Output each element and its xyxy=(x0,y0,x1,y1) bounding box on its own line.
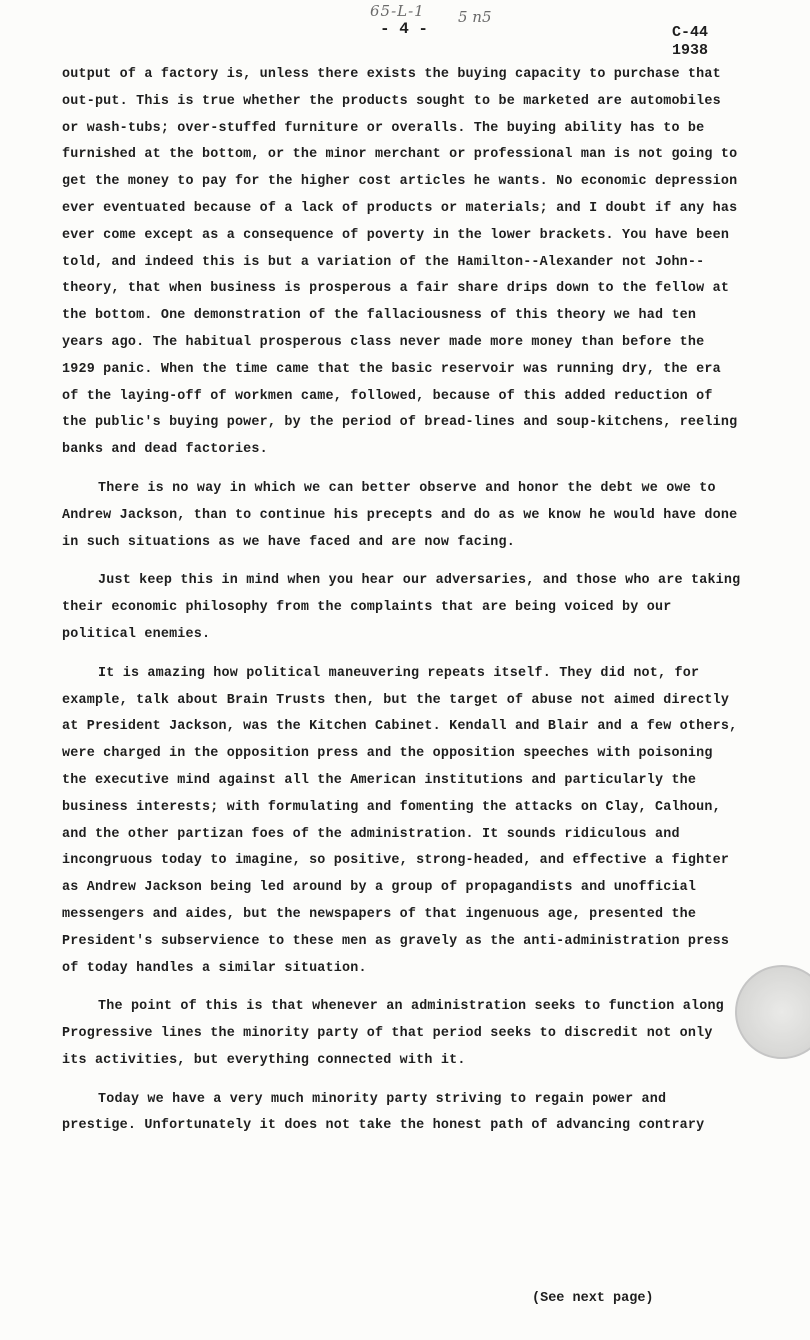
archive-stamp xyxy=(735,965,810,1059)
handwritten-note-secondary: 5 n5 xyxy=(458,8,492,26)
paragraph: Today we have a very much minority party striving to regain power and prestige. Unfortunately it does not take the honest path of advancing contrary xyxy=(62,1091,705,1134)
document-year: 1938 xyxy=(672,42,709,59)
continuation-note: (See next page) xyxy=(532,1291,654,1306)
paragraph: The point of this is that whenever an administration seeks to function along Progressive lines the minority party of that period seeks to discredit not only its activities, but everything connected with it. xyxy=(62,999,724,1068)
document-code xyxy=(672,24,708,60)
body-text xyxy=(62,62,742,1152)
document-code-id: C-44 xyxy=(672,24,709,41)
paragraph: There is no way in which we can better observe and honor the debt we owe to Andrew Jackson, than to continue his precepts and do as we know he would have done in such situations as we have faced and are now facing. xyxy=(62,480,738,550)
page-number: - 4 - xyxy=(380,20,429,38)
paragraph: output of a factory is, unless there exists the buying capacity to purchase that out-put. This is true whether the products sought to be marketed are automobiles or wash-tubs; over-stuffed furniture or overalls. The buying ability has to be furnished at the bottom, or the minor merchant or professional man is not going to get the money to pay for the higher cost articles he wants. No economic depression ever eventuated because of a lack of products or materials; and I doubt if any has ever come except as a consequence of poverty in the lower brackets. You have been told, and indeed this is but a variation of the Hamilton--Alexander not John-- theory, that when business is prosperous a fair share drips down to the fellow at the bottom. One demonstration of the fallaciousness of this theory we had ten years ago. The habitual prosperous class never made more money than before the 1929 panic. When the time came that the basic reservoir was running dry, the era of the laying-off of workmen came, followed, because of this added reduction of the public's buying power, by the period of bread-lines and soup-kitchens, reeling banks and dead factories. xyxy=(62,67,738,458)
paragraph: Just keep this in mind when you hear our adversaries, and those who are taking their economic philosophy from the complaints that are being voiced by our political enemies. xyxy=(62,573,741,642)
paragraph: It is amazing how political maneuvering repeats itself. They did not, for example, talk about Brain Trusts then, but the target of abuse not aimed directly at President Jackson, was the Kitchen Cabinet. Kendall and Blair and a few others, were charged in the opposition press and the opposition speeches with poisoning the executive mind against all the American institutions and particularly the business interests; with formulating and fomenting the attacks on Clay, Calhoun, and the other partizan foes of the administration. It sounds ridiculous and incongruous today to imagine, so positive, strong-headed, and effective a fighter as Andrew Jackson being led around by a group of propagandists and unofficial messengers and aides, but the newspapers of that ingenuous age, presented the President's subservience to these men as gravely as the anti-administration press of today handles a similar situation. xyxy=(62,665,738,976)
handwritten-note: 65-L-1 xyxy=(370,2,425,20)
